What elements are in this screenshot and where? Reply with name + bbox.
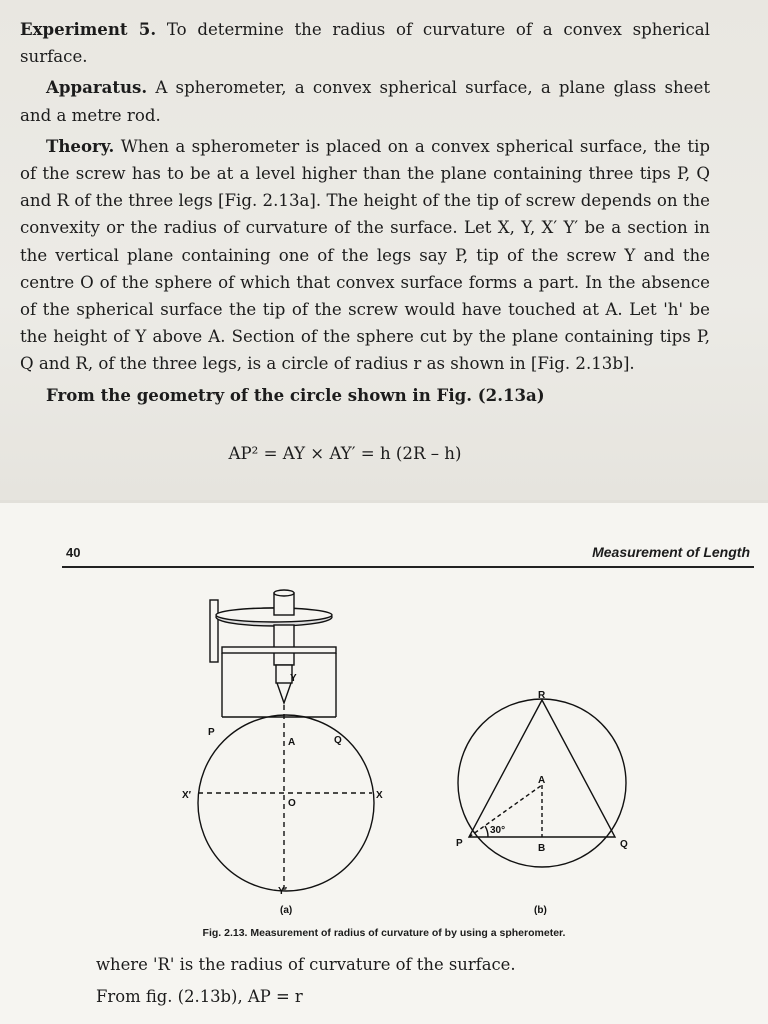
label-b-p: P bbox=[456, 838, 463, 849]
experiment-text: To determine the radius of curvature of a convex spherical surface. bbox=[20, 20, 710, 67]
label-b-sub: (b) bbox=[534, 905, 547, 916]
label-y: Y bbox=[290, 673, 297, 684]
label-x: X bbox=[376, 790, 383, 801]
label-angle: 30° bbox=[490, 825, 506, 836]
angle-arc bbox=[485, 826, 488, 837]
label-a-sub: (a) bbox=[280, 905, 293, 916]
header-rule bbox=[62, 566, 754, 568]
spherometer-figure bbox=[150, 585, 670, 925]
frame-bar bbox=[222, 647, 336, 653]
line-ap bbox=[469, 785, 542, 837]
upper-page bbox=[0, 0, 768, 500]
body-text bbox=[20, 16, 710, 409]
label-o: O bbox=[288, 798, 296, 809]
label-q: Q bbox=[334, 735, 342, 746]
apparatus-text: A spherometer, a convex spherical surface, a plane glass sheet and a metre rod. bbox=[20, 78, 710, 125]
equation: AP² = AY × AY′ = h (2R – h) bbox=[228, 444, 462, 463]
theory-label: Theory. bbox=[46, 135, 115, 156]
experiment-label: Experiment 5. bbox=[20, 19, 157, 39]
label-b-a: A bbox=[538, 775, 546, 786]
screw-body bbox=[274, 625, 294, 665]
screw-cap bbox=[274, 590, 294, 596]
theory-text: When a spherometer is placed on a convex spherical surface, the tip of the screw has to be at a level higher than the plane containing three tips P, Q and R of the three legs [Fig. 2.13a]. The height of the tip of screw depends on the convexity or the radius of curvature of the surface. Let X, Y, X′ Y′ be a section in the vertical plane containing one of the legs say P, tip of the screw Y and the centre O of the sphere of which that convex surface forms a part. In the absence of the spherical surface the tip of the screw would have touched at A. Let 'h' be the height of Y above A. Section of the sphere cut by the plane containing tips P, Q and R, of the three legs, is a circle of radius r as shown in [Fig. 2.13b]. bbox=[20, 136, 710, 374]
sphere-circle bbox=[198, 715, 374, 891]
label-y-prime: Y′ bbox=[278, 886, 288, 897]
page-number: 40 bbox=[66, 545, 81, 560]
geometry-text: From the geometry of the circle shown in Fig. (2.13a) bbox=[46, 384, 545, 405]
bottom-line-1: where 'R' is the radius of curvature of the surface. bbox=[96, 955, 516, 974]
scale-rod bbox=[210, 600, 218, 662]
apparatus-label: Apparatus. bbox=[46, 77, 148, 98]
figure-caption: Fig. 2.13. Measurement of radius of curvature of by using a spherometer. bbox=[202, 927, 566, 939]
label-p: P bbox=[208, 727, 215, 738]
figure-a bbox=[198, 590, 374, 891]
label-b-b: B bbox=[538, 843, 546, 854]
screw-tip bbox=[277, 683, 291, 703]
bottom-line-2: From fig. (2.13b), AP = r bbox=[96, 987, 303, 1006]
label-b-q: Q bbox=[620, 839, 628, 850]
label-x-prime: X′ bbox=[182, 790, 192, 801]
label-r: R bbox=[538, 690, 546, 701]
label-a: A bbox=[288, 737, 296, 748]
running-title: Measurement of Length bbox=[592, 544, 750, 560]
